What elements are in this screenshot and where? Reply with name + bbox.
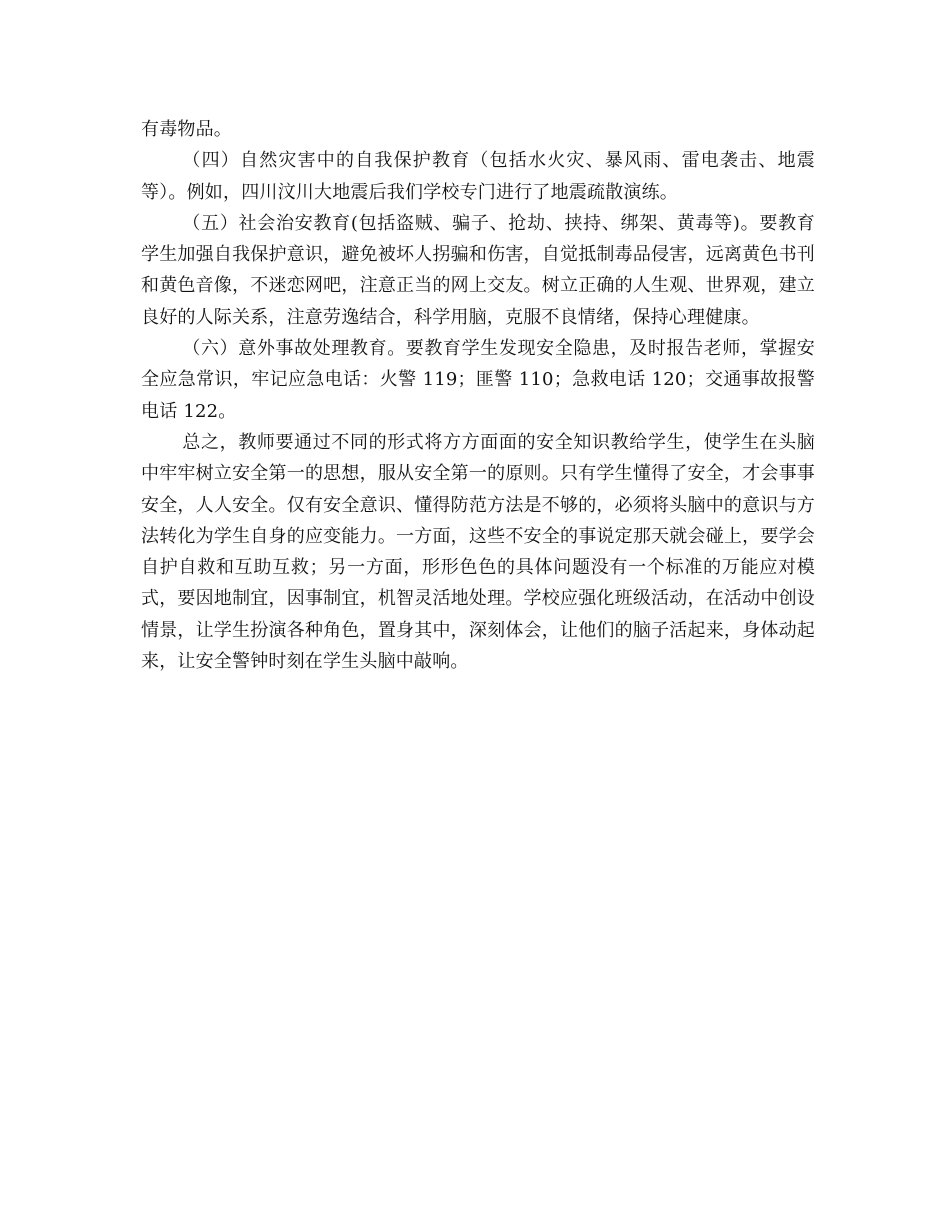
paragraph-conclusion: 总之，教师要通过不同的形式将方方面面的安全知识教给学生，使学生在头脑中牢牢树立安全第一的思想，服从安全第一的原则。只有学生懂得了安全，才会事事安全，人人安全。仅有安全意识、懂得防范方法是不够的，必须将头脑中的意识与方法转化为学生自身的应变能力。一方面，这些不安全的事说定那天就会碰上，要学会自护自救和互助互救；另一方面，形形色色的具体问题没有一个标准的万能应对模式，要因地制宜，因事制宜，机智灵活地处理。学校应强化班级活动，在活动中创设情景，让学生扮演各种角色，置身其中，深刻体会，让他们的脑子活起来，身体动起来，让安全警钟时刻在学生头脑中敲响。 bbox=[141, 431, 815, 673]
paragraph-public-security-education: （五）社会治安教育(包括盗贼、骗子、抢劫、挟持、绑架、黄毒等)。要教育学生加强自我保护意识，避免被坏人拐骗和伤害，自觉抵制毒品侵害，远离黄色书刊和黄色音像，不迷恋网吧，注意正当的网上交友。树立正确的人生观、世界观，建立良好的人际关系，注意劳逸结合，科学用脑，克服不良情绪，保持心理健康。 bbox=[141, 212, 815, 328]
paragraph-accident-handling-education: （六）意外事故处理教育。要教育学生发现安全隐患，及时报告老师，掌握安全应急常识，牢记应急电话：火警 119；匪警 110；急救电话 120；交通事故报警电话 122。 bbox=[141, 338, 815, 422]
document-body bbox=[141, 114, 815, 677]
paragraph-continuation: 有毒物品。 bbox=[141, 119, 232, 140]
paragraph-natural-disaster-education: （四）自然灾害中的自我保护教育（包括水火灾、暴风雨、雷电袭击、地震等）。例如，四川汶川大地震后我们学校专门进行了地震疏散演练。 bbox=[141, 150, 815, 203]
